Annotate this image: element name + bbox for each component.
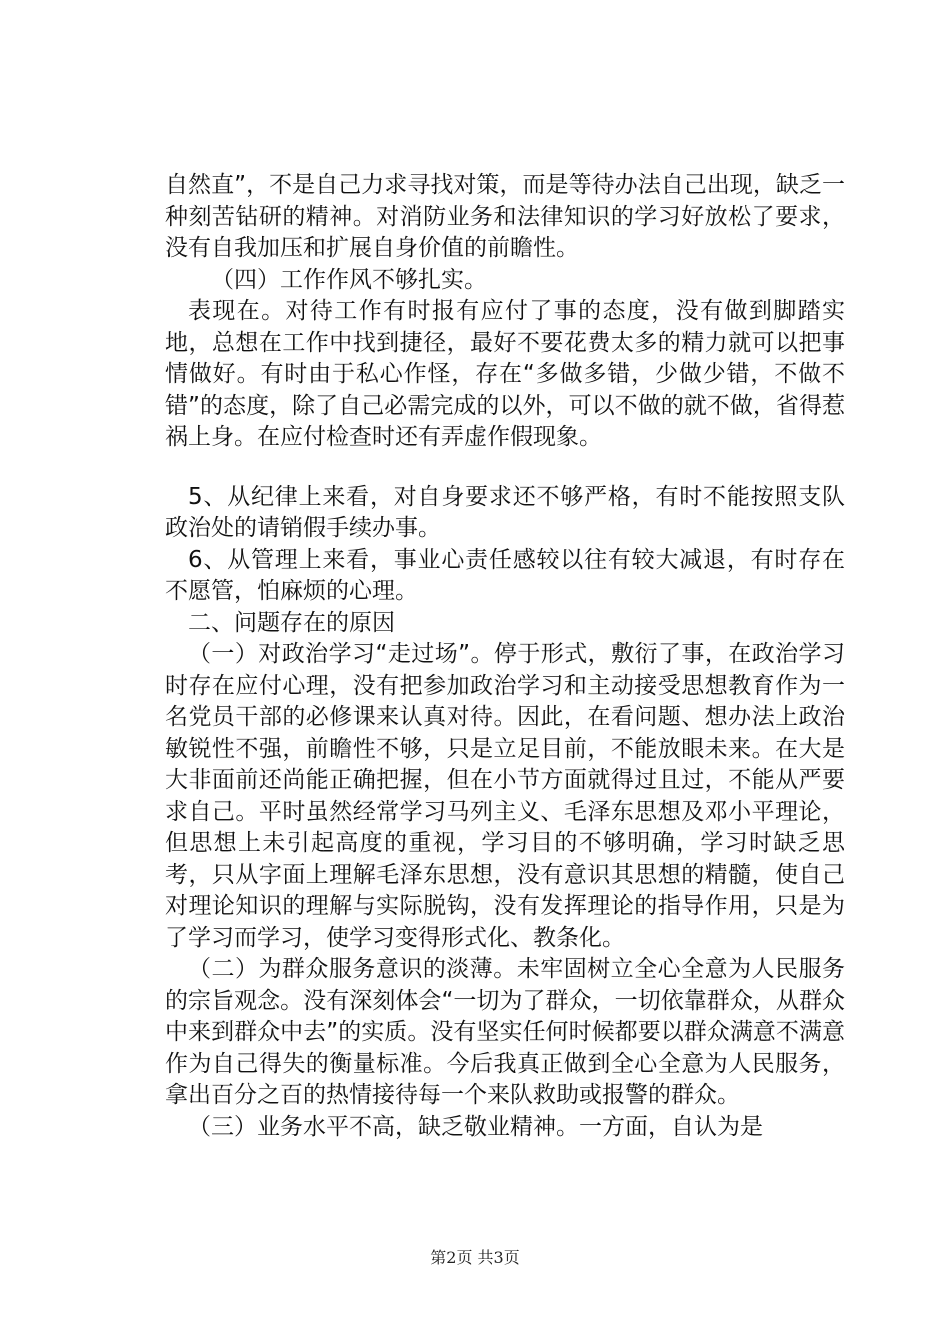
paragraph-gap bbox=[165, 454, 845, 482]
paragraph-service-awareness: （二）为群众服务意识的淡薄。未牢固树立全心全意为人民服务的宗旨观念。没有深刻体会“一切为了群众，一切依靠群众，从群众中来到群众中去”的实质。没有坚实任何时候都要以群众满意不满意作为自己得失的衡量标准。今后我真正做到全心全意为人民服务，拿出百分之百的热情接待每一个来队救助或报警的群众。 bbox=[165, 956, 845, 1108]
paragraph-management: 6、从管理上来看，事业心责任感较以往有较大减退，有时存在不愿管，怕麻烦的心理。 bbox=[165, 546, 845, 604]
document-body bbox=[165, 170, 845, 1143]
paragraph-professional-level: （三）业务水平不高，缺乏敬业精神。一方面，自认为是 bbox=[188, 1113, 763, 1140]
page-number: 第2页 共3页 bbox=[430, 1248, 520, 1267]
paragraph-work-style: 表现在。对待工作有时报有应付了事的态度，没有做到脚踏实地，总想在工作中找到捷径，最好不要花费太多的精力就可以把事情做好。有时由于私心作怪，存在“多做多错，少做少错，不做不错”的态度，除了自己必需完成的以外，可以不做的就不做，省得惹祸上身。在应付检查时还有弄虚作假现象。 bbox=[165, 298, 845, 450]
paragraph-discipline: 5、从纪律上来看，对自身要求还不够严格，有时不能按照支队政治处的请销假手续办事。 bbox=[165, 483, 845, 541]
section-heading-four: （四）工作作风不够扎实。 bbox=[211, 266, 487, 293]
paragraph-continuation: 自然直”，不是自己力求寻找对策，而是等待办法自己出现，缺乏一种刻苦钻研的精神。对消防业务和法律知识的学习好放松了要求，没有自我加压和扩展自身价值的前瞻性。 bbox=[165, 172, 845, 261]
paragraph-political-study: （一）对政治学习“走过场”。停于形式，敷衍了事，在政治学习时存在应付心理，没有把参加政治学习和主动接受思想教育作为一名党员干部的必修课来认真对待。因此，在看问题、想办法上政治敏锐性不强，前瞻性不够，只是立足目前，不能放眼未来。在大是大非面前还尚能正确把握，但在小节方面就得过且过，不能从严要求自己。平时虽然经常学习马列主义、毛泽东思想及邓小平理论，但思想上未引起高度的重视，学习目的不够明确，学习时缺乏思考，只从字面上理解毛泽东思想，没有意识其思想的精髓，使自己对理论知识的理解与实际脱钩，没有发挥理论的指导作用，只是为了学习而学习，使学习变得形式化、教条化。 bbox=[165, 641, 845, 951]
section-heading-causes: 二、问题存在的原因 bbox=[188, 609, 395, 636]
